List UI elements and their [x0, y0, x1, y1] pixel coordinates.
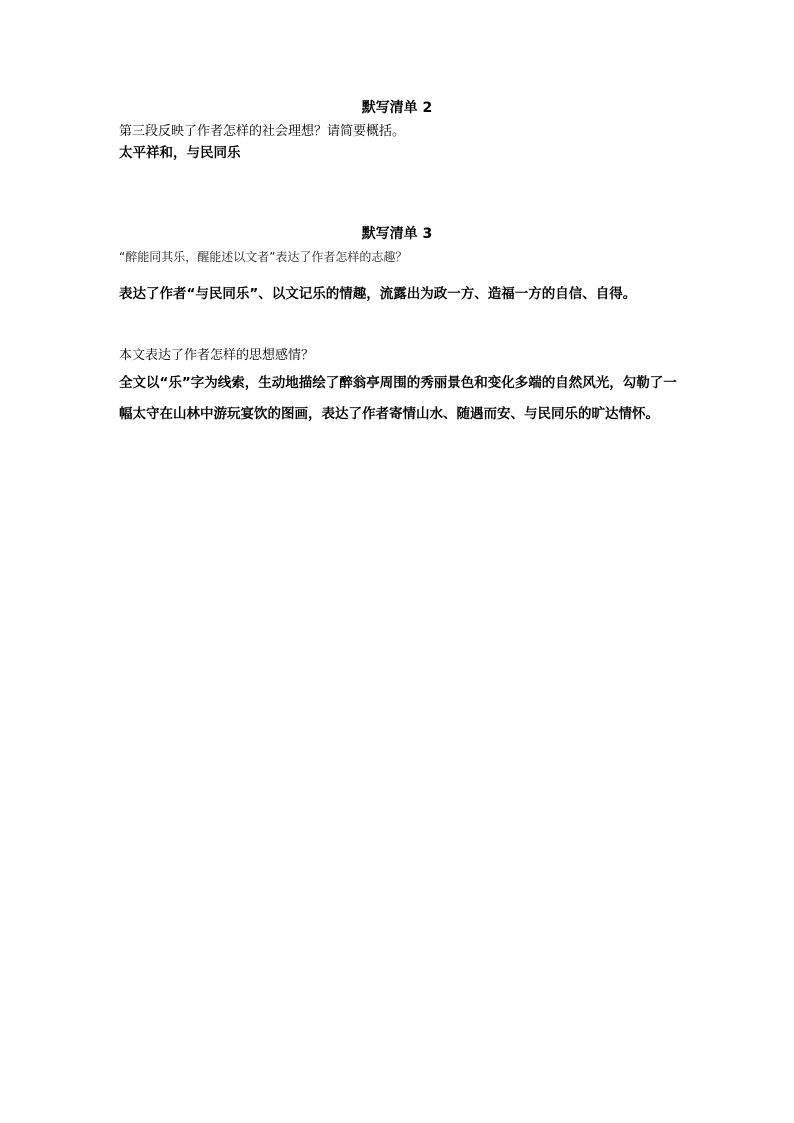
question-text: “醉能同其乐，醒能述以文者”表达了作者怎样的志趣？	[119, 250, 408, 264]
answer-text: 太平祥和，与民同乐	[119, 145, 241, 161]
question-text: 本文表达了作者怎样的思想感情？	[119, 348, 315, 363]
section-heading: 默写清单 2	[361, 100, 433, 116]
answer-text: 全文以“乐”字为线索，生动地描绘了醉翁亭周围的秀丽景色和变化多端的自然风光，勾勒了一幅太守在山林中游玩宴饮的图画，表达了作者寄情山水、随遇而安、与民同乐的旷达情怀。	[119, 375, 677, 422]
section-heading: 默写清单 3	[361, 226, 433, 242]
answer-text: 表达了作者“与民同乐”、以文记乐的情趣，流露出为政一方、造福一方的自信、自得。	[119, 286, 637, 302]
question-text: 第三段反映了作者怎样的社会理想？请简要概括。	[119, 124, 406, 139]
